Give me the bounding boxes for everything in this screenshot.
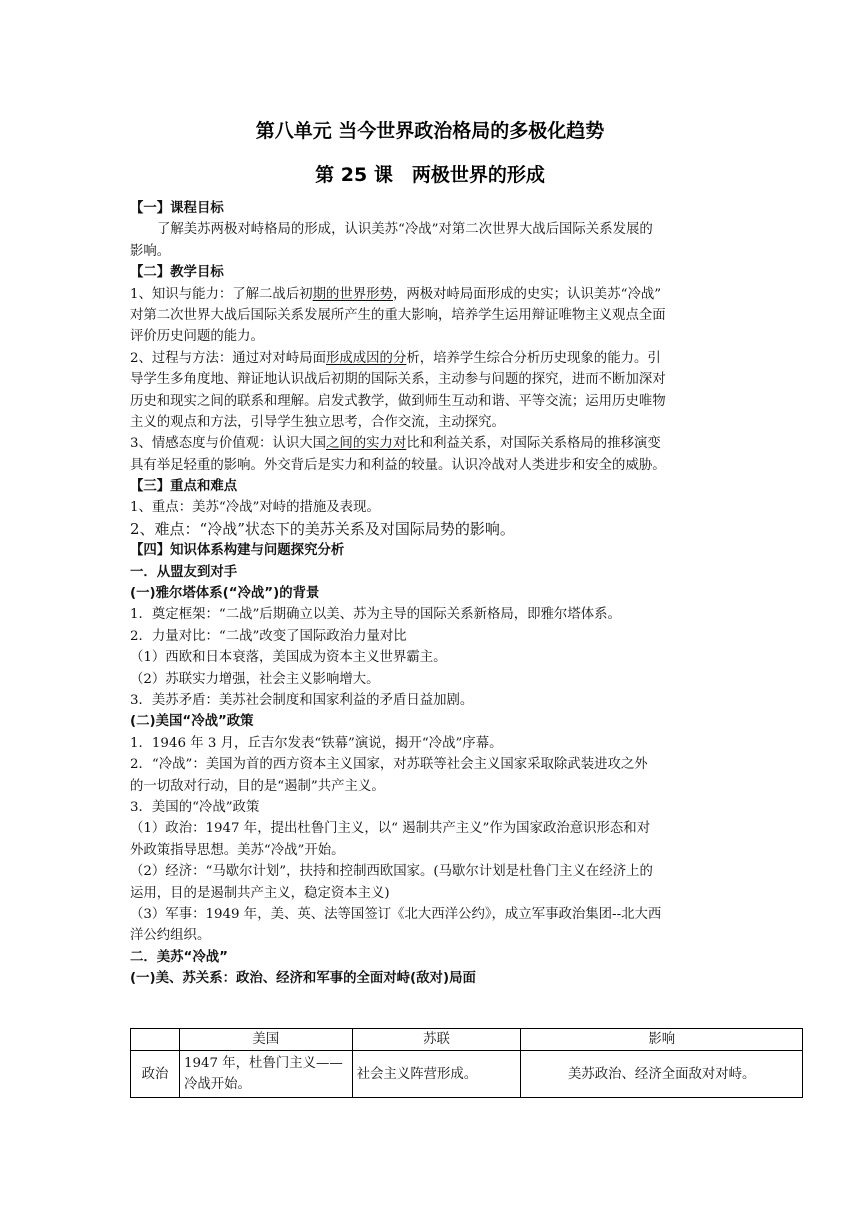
section-heading-knowledge: 【四】知识体系构建与问题探究分析 [130, 543, 345, 559]
table-row [131, 1051, 803, 1098]
subsection-heading: (一)雅尔塔体系(“冷战”)的背景 [130, 586, 320, 602]
list-item: 2．力量对比：“二战”改变了国际政治力量对比 [130, 628, 407, 644]
part-heading: 一．从盟友到对手 [130, 564, 238, 580]
paragraph-line: 主义的观点和方法，引导学生独立思考，合作交流，主动探究。 [130, 414, 505, 430]
list-item: 3．美国的“冷战”政策 [130, 799, 260, 815]
list-item: 1．1946 年 3 月，丘吉尔发表“铁幕”演说，揭开“冷战”序幕。 [130, 735, 503, 751]
list-item: （2）经济：“马歇尔计划”，扶持和控制西欧国家。(马歇尔计划是杜鲁门主义在经济上的 [130, 864, 653, 880]
table-header-cell [131, 1029, 180, 1051]
list-item: 运用，目的是遏制共产主义，稳定资本主义) [130, 885, 390, 901]
document-body [130, 198, 732, 989]
paragraph-line: 对第二次世界大战后国际关系发展所产生的重大影响，培养学生运用辩证唯物主义观点全面 [130, 307, 666, 323]
underlined-text: 之间的实力对 [326, 436, 407, 452]
table-header-cell: 苏联 [352, 1029, 521, 1051]
table-cell-ussr: 社会主义阵营形成。 [352, 1051, 521, 1098]
unit-title: 第八单元 当今世界政治格局的多极化趋势 [255, 120, 605, 142]
list-item: 2．“冷战”：美国为首的西方资本主义国家，对苏联等社会主义国家采取除武装进攻之外 [130, 757, 648, 773]
list-item: 1．奠定框架：“二战”后期确立以美、苏为主导的国际关系新格局，即雅尔塔体系。 [130, 607, 621, 623]
subsection-heading: (二)美国“冷战”政策 [130, 714, 254, 730]
subsection-heading: (一)美、苏关系：政治、经济和军事的全面对峙(敌对)局面 [130, 971, 476, 987]
list-item: 3．美苏矛盾：美苏社会制度和国家利益的矛盾日益加剧。 [130, 692, 474, 708]
part-heading: 二．美苏“冷战” [130, 949, 228, 965]
table-header-cell: 影响 [521, 1029, 803, 1051]
table-header-cell: 美国 [179, 1029, 352, 1051]
paragraph-line: 了解美苏两极对峙格局的形成，认识美苏“冷战”对第二次世界大战后国际关系发展的 [157, 222, 653, 238]
list-item: （3）军事：1949 年，美、英、法等国签订《北大西洋公约》，成立军事政治集团--北大西 [130, 906, 662, 922]
underlined-text: 期的世界形势 [312, 286, 393, 302]
section-heading-course-goals: 【一】课程目标 [130, 201, 224, 216]
paragraph-line: 3、情感态度与价值观：认识大国之间的实力对比和利益关系，对国际关系格局的推移演变 [130, 436, 661, 452]
list-item: （2）苏联实力增强，社会主义影响增大。 [130, 671, 380, 687]
section-heading-teaching-goals: 【二】教学目标 [130, 265, 224, 281]
paragraph-line: 历史和现实之间的联系和理解。启发式教学，做到师生互动和谐、平等交流；运用历史唯物 [130, 393, 666, 409]
list-item: （1）政治：1947 年，提出杜鲁门主义，以“ 遏制共产主义”作为国家政治意识形态和对 [130, 821, 651, 837]
table-row-label: 政治 [131, 1051, 180, 1098]
paragraph-line: 1、知识与能力：了解二战后初期的世界形势，两极对峙局面形成的史实；认识美苏“冷战” [130, 286, 662, 302]
lesson-title: 第 25 课 两极世界的形成 [315, 164, 545, 186]
list-item: 洋公约组织。 [130, 928, 211, 944]
paragraph-line: 导学生多角度地、辩证地认识战后初期的国际关系，主动参与问题的探究，进而不断加深对 [130, 372, 666, 388]
list-item: （1）西欧和日本衰落，美国成为资本主义世界霸主。 [130, 650, 447, 666]
key-point-line: 1、重点：美苏“冷战”对峙的措施及表现。 [130, 500, 380, 516]
paragraph-line: 2、过程与方法：通过对对峙局面形成成因的分析，培养学生综合分析历史现象的能力。引 [130, 350, 661, 366]
paragraph-line: 影响。 [130, 243, 171, 259]
table-cell-us: 1947 年，杜鲁门主义——冷战开始。 [179, 1051, 352, 1098]
paragraph-line: 评价历史问题的能力。 [130, 329, 264, 345]
table-header-row [131, 1029, 803, 1051]
table-cell-impact: 美苏政治、经济全面敌对对峙。 [521, 1051, 803, 1098]
section-heading-key-points: 【三】重点和难点 [130, 479, 238, 495]
paragraph-line: 具有举足轻重的影响。外交背后是实力和利益的较量。认识冷战对人类进步和安全的威胁。 [130, 457, 666, 473]
list-item: 外政策指导思想。美苏“冷战”开始。 [130, 842, 345, 858]
list-item: 的一切敌对行动，目的是“遏制”共产主义。 [130, 778, 385, 794]
difficulty-line: 2、难点：“冷战”状态下的美苏关系及对国际局势的影响。 [130, 519, 515, 538]
underlined-text: 形成成因的分 [326, 350, 407, 366]
us-ussr-relations-table [130, 1028, 803, 1098]
